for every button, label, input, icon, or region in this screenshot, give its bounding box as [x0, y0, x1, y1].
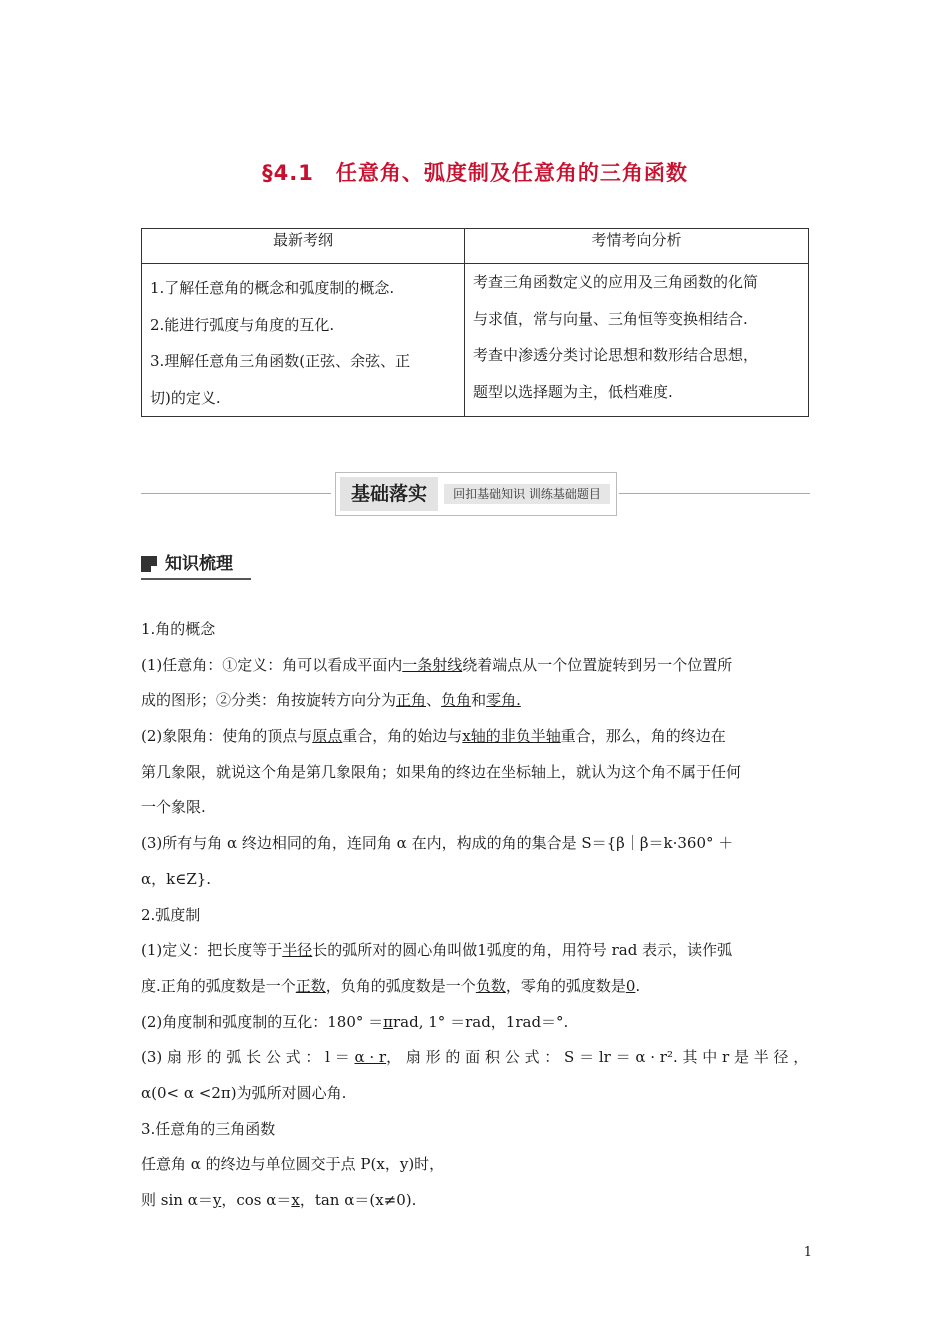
syllabus-line: 2.能进行弧度与角度的互化. — [150, 315, 335, 334]
section-heading — [141, 552, 251, 580]
banner-sub-label: 回扣基础知识 训练基础题目 — [444, 484, 610, 504]
paragraph-line: (3)所有与角 α 终边相同的角，连同角 α 在内，构成的角的集合是 S＝{β｜β＝k·360° ＋ — [141, 834, 734, 853]
answer-blank: 负数 — [475, 976, 506, 995]
banner-main-label: 基础落实 — [340, 477, 438, 511]
banner-rule-left — [141, 493, 331, 494]
syllabus-line: 切)的定义. — [150, 388, 221, 407]
analysis-cell — [465, 264, 809, 417]
subsection-title: 3.任意角的三角函数 — [141, 1119, 276, 1138]
answer-blank: 0 — [625, 976, 636, 995]
square-bullet-icon — [141, 556, 157, 572]
answer-blank: 正数 — [295, 976, 326, 995]
syllabus-line: 1.了解任意角的概念和弧度制的概念. — [150, 279, 395, 297]
answer-blank: 半径 — [282, 941, 313, 960]
section-heading-text: 知识梳理 — [165, 554, 233, 574]
paragraph-line: 成的图形；②分类：角按旋转方向分为正角、负角和零角. — [141, 691, 521, 710]
answer-blank: 一条射线 — [402, 655, 463, 674]
answer-blank: x — [291, 1191, 300, 1209]
paragraph-line: 任意角 α 的终边与单位圆交于点 P(x，y)时， — [141, 1155, 445, 1174]
paragraph-line: α(0< α <2π)为弧所对圆心角. — [141, 1083, 347, 1102]
analysis-line: 题型以选择题为主，低档难度. — [473, 382, 673, 401]
paragraph-line: (1)任意角：①定义：角可以看成平面内一条射线绕着端点从一个位置旋转到另一个位置所 — [141, 655, 733, 674]
analysis-line: 考查三角函数定义的应用及三角函数的化简 — [473, 273, 759, 291]
page-number: 1 — [803, 1245, 812, 1260]
syllabus-cell — [142, 264, 465, 417]
answer-blank: y — [212, 1191, 222, 1209]
answer-blank: 正角 — [396, 691, 427, 710]
paragraph-line: (2)象限角：使角的顶点与原点重合，角的始边与x轴的非负半轴重合，那么，角的终边在 — [141, 727, 726, 746]
paragraph-line: (3) 扇 形 的 弧 长 公 式 ： l ＝ α · r， 扇 形 的 面 积 公 式 ： S ＝ lr ＝ α · r². 其 中 r 是 半 径 ， — [141, 1048, 809, 1067]
table-header-syllabus: 最新考纲 — [142, 229, 465, 264]
banner-box — [335, 472, 617, 516]
content-body — [141, 612, 811, 1219]
syllabus-table — [141, 228, 809, 417]
paragraph-line: (2)角度制和弧度制的互化：180° ＝πrad, 1° ＝rad，1rad＝°. — [141, 1012, 569, 1031]
answer-blank: α · r — [354, 1048, 387, 1067]
table-header-analysis: 考情考向分析 — [465, 229, 809, 264]
answer-blank: 零角. — [486, 691, 521, 710]
subsection-title: 2.弧度制 — [141, 905, 201, 924]
section-banner — [141, 472, 810, 516]
paragraph-line: (1)定义：把长度等于半径长的弧所对的圆心角叫做1弧度的角，用符号 rad 表示，读作弧 — [141, 941, 733, 960]
paragraph-line: 第几象限，就说这个角是第几象限角；如果角的终边在坐标轴上，就认为这个角不属于任何 — [141, 762, 742, 781]
paragraph-line: 一个象限. — [141, 798, 206, 817]
paragraph-line: α，k∈Z}. — [141, 869, 212, 888]
subsection-title: 1.角的概念 — [141, 620, 216, 638]
analysis-line: 与求值，常与向量、三角恒等变换相结合. — [473, 309, 748, 328]
answer-blank: 负角 — [441, 691, 472, 710]
answer-blank: 原点 — [312, 727, 343, 746]
syllabus-line: 3.理解任意角三角函数(正弦、余弦、正 — [150, 352, 411, 370]
answer-blank: x轴的非负半轴 — [462, 727, 561, 746]
banner-rule-right — [619, 493, 810, 494]
paragraph-line: 度.正角的弧度数是一个正数，负角的弧度数是一个负数，零角的弧度数是0. — [141, 976, 641, 995]
analysis-line: 考查中渗透分类讨论思想和数形结合思想， — [473, 346, 759, 364]
answer-blank: π — [383, 1012, 394, 1031]
paragraph-line: 则 sin α＝y，cos α＝x，tan α＝(x≠0). — [141, 1191, 417, 1209]
page-title: §4.1 任意角、弧度制及任意角的三角函数 — [262, 161, 688, 185]
